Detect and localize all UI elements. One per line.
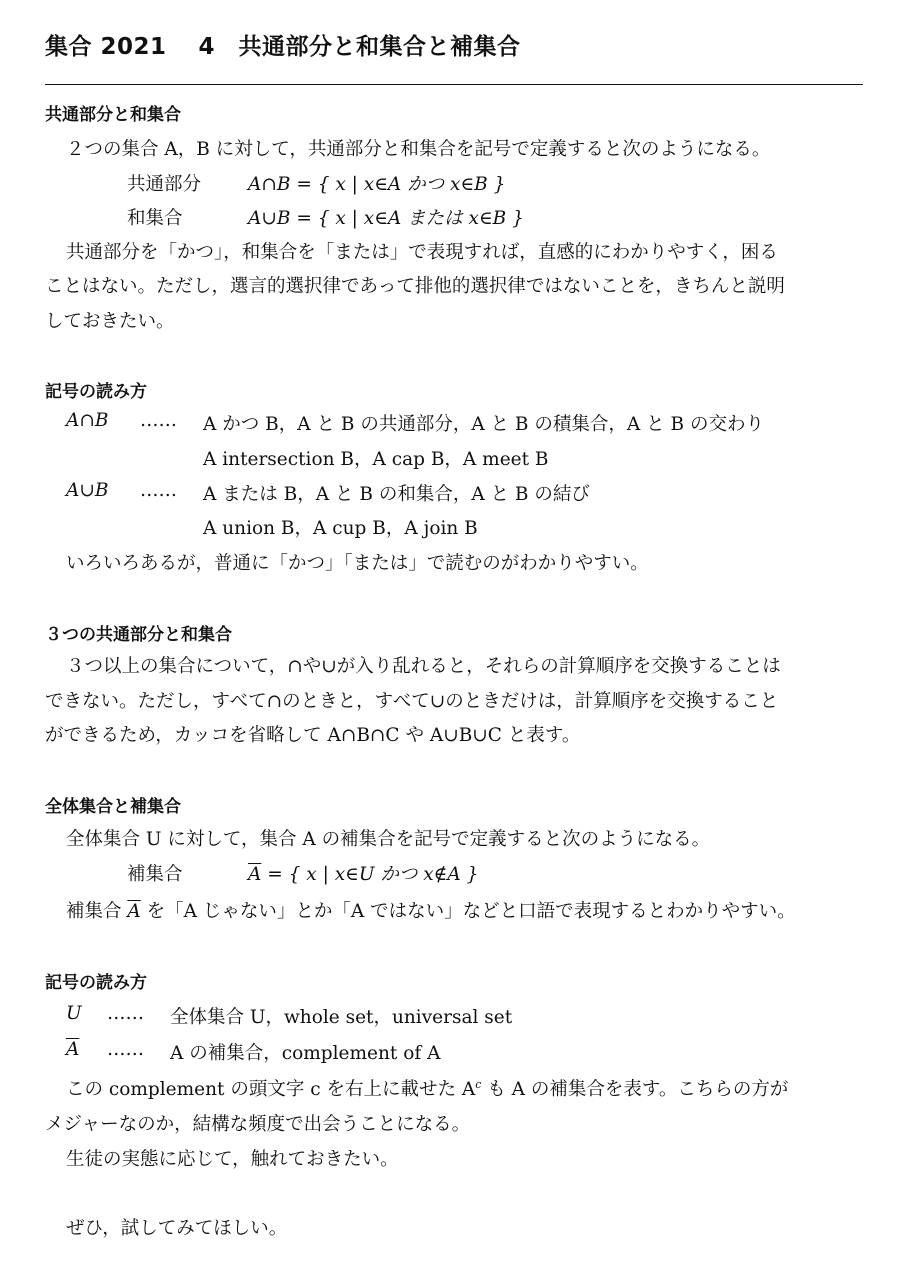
page-title: 集合 2021 4 共通部分と和集合と補集合 [45, 34, 521, 60]
s2-row2-dots: …… [140, 480, 177, 501]
heading-reading-symbols-1: 記号の読み方 [45, 382, 147, 402]
s3-paragraph-line1: ３つ以上の集合について，∩や∪が入り乱れると，それらの計算順序を交換することは [66, 656, 781, 677]
s2-note: いろいろあるが，普通に「かつ」「または」で読むのがわかりやすい。 [66, 553, 649, 574]
s5-row1-dots: …… [107, 1003, 144, 1024]
heading-universal-complement: 全体集合と補集合 [45, 797, 181, 817]
s4-paragraph: 補集合 $\overline{A}$ を「A じゃない」とか「A ではない」などと口語で表現するとわかりやすい。 [66, 901, 796, 922]
s5-row2-dots: …… [107, 1039, 144, 1060]
s4-complement-label: 補集合 [127, 864, 183, 885]
s5-paragraph-line3: 生徒の実態に応じて，触れておきたい。 [66, 1149, 399, 1170]
s4-complement-formula: $\overline{A}$ = { x | x∈U かつ x∉A } [248, 864, 479, 885]
s5-row2-text: A の補集合，complement of A [170, 1043, 441, 1064]
s2-row2-symbol: A∪B [66, 480, 109, 501]
complement-overline-symbol: $\overline{A}$ [127, 901, 141, 922]
s1-union-label: 和集合 [127, 208, 183, 229]
s2-row2-text2: A union B，A cup B，A join B [203, 518, 478, 539]
heading-three-sets: ３つの共通部分と和集合 [45, 625, 232, 645]
superscript-c: c [475, 1077, 482, 1091]
s2-row1-text2: A intersection B，A cap B，A meet B [203, 449, 549, 470]
s2-row2-text: A または B，A と B の和集合，A と B の結び [203, 484, 590, 505]
heading-intersection-union: 共通部分と和集合 [45, 105, 181, 125]
s1-intersection-formula: A∩B = { x | x∈A かつ x∈B } [248, 174, 506, 195]
s3-paragraph-line2: できない。ただし，すべて∩のときと，すべて∪のときだけは，計算順序を交換すること [45, 691, 779, 712]
s2-row1-symbol: A∩B [66, 410, 109, 431]
s2-row1-text: A かつ B，A と B の共通部分，A と B の積集合，A と B の交わり [203, 414, 765, 435]
s5-row1-text: 全体集合 U，whole set，universal set [170, 1007, 513, 1028]
s3-paragraph-line3: ができるため，カッコを省略して A∩B∩C や A∪B∪C と表す。 [45, 725, 581, 746]
s5-row1-symbol: U [66, 1003, 82, 1024]
s1-paragraph-line1: 共通部分を「かつ」，和集合を「または」で表現すれば，直感的にわかりやすく，困る [66, 242, 778, 263]
s2-row1-dots: …… [140, 410, 177, 431]
s5-row2-symbol: $\overline{A}$ [66, 1039, 80, 1060]
s4-intro: 全体集合 U に対して，集合 A の補集合を記号で定義すると次のようになる。 [66, 829, 711, 850]
s5-paragraph-line2: メジャーなのか，結構な頻度で出会うことになる。 [45, 1114, 471, 1135]
s1-union-formula: A∪B = { x | x∈A または x∈B } [248, 208, 524, 229]
s1-paragraph-line2: ことはない。ただし，選言的選択律であって排他的選択律ではないことを，きちんと説明 [45, 276, 785, 297]
s1-paragraph-line3: しておきたい。 [45, 311, 175, 332]
title-rule [45, 84, 863, 85]
s1-intersection-label: 共通部分 [127, 174, 202, 195]
s1-intro: ２つの集合 A，B に対して，共通部分と和集合を記号で定義すると次のようになる。 [66, 139, 771, 160]
s5-paragraph-line1: この complement の頭文字 c を右上に載せた $A^c$ も A の補集合を表す。こちらの方が [66, 1077, 789, 1100]
closing-line: ぜひ，試してみてほしい。 [66, 1218, 288, 1239]
heading-reading-symbols-2: 記号の読み方 [45, 973, 147, 993]
complement-overline-symbol: $\overline{A}$ [248, 864, 262, 885]
